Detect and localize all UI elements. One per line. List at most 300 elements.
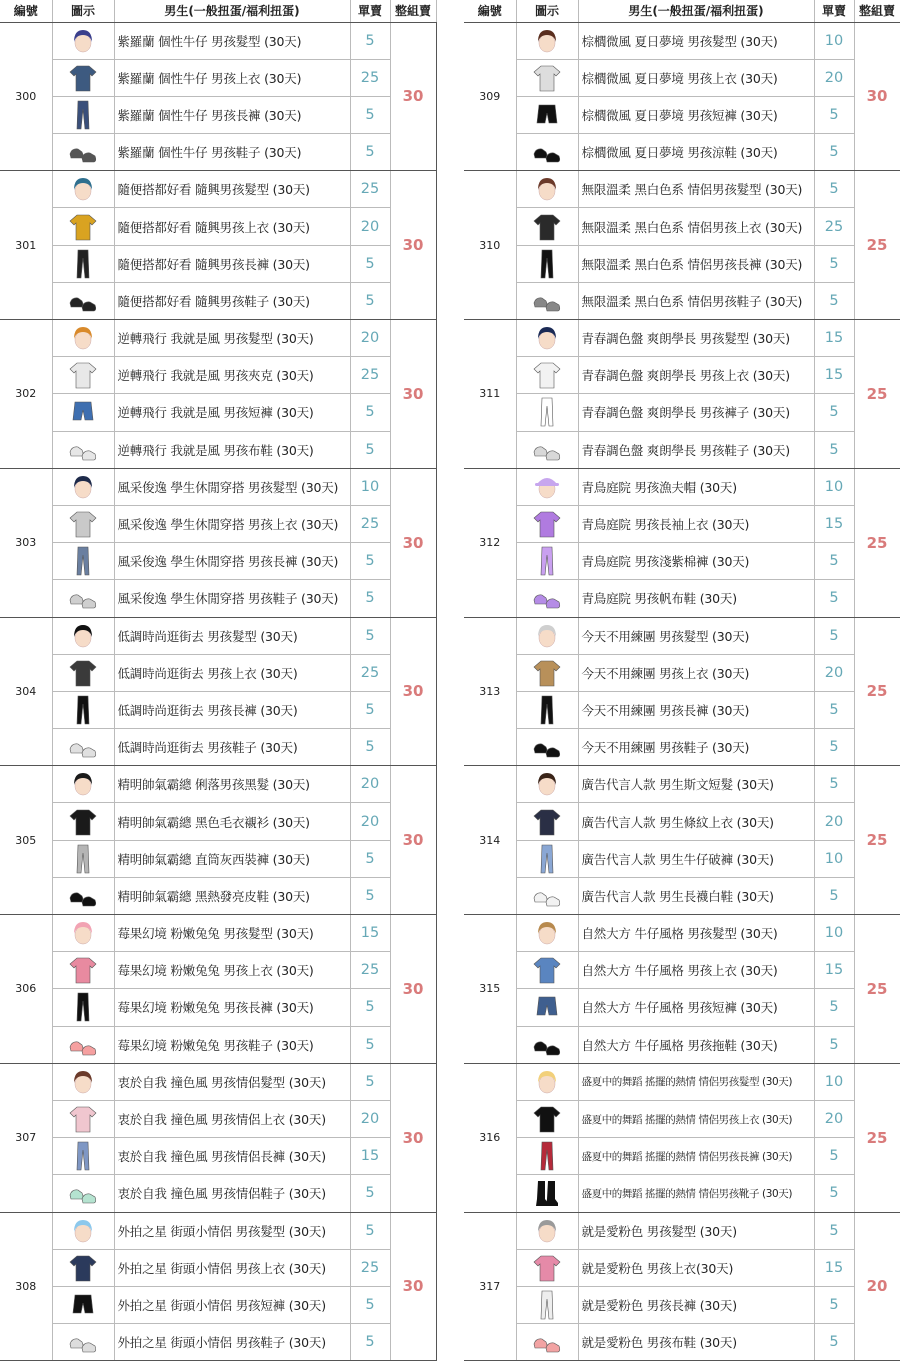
top-icon bbox=[68, 954, 98, 986]
header-item-name: 男生(一般扭蛋/福利扭蛋) bbox=[578, 0, 814, 22]
item-name: 逆轉飛行 我就是風 男孩短褲 (30天) bbox=[114, 394, 350, 431]
table-row bbox=[0, 245, 436, 282]
top-thumbnail bbox=[516, 357, 578, 394]
item-name: 青春調色盤 爽朗學長 男孩髮型 (30天) bbox=[578, 320, 814, 357]
item-name: 棕櫚微風 夏日夢境 男孩短褲 (30天) bbox=[578, 96, 814, 133]
shorts-thumbnail bbox=[52, 394, 114, 431]
hair-thumbnail bbox=[516, 1212, 578, 1249]
single-price: 20 bbox=[350, 766, 390, 803]
shoes-icon bbox=[532, 136, 562, 168]
table-row bbox=[464, 1286, 900, 1323]
single-price: 20 bbox=[814, 654, 854, 691]
top-thumbnail bbox=[516, 208, 578, 245]
single-price: 5 bbox=[350, 245, 390, 282]
item-name: 精明帥氣霸總 直筒灰西裝褲 (30天) bbox=[114, 840, 350, 877]
set-price: 25 bbox=[854, 320, 900, 469]
item-name: 無限溫柔 黑白色系 情侶男孩長褲 (30天) bbox=[578, 245, 814, 282]
item-name: 隨便搭都好看 隨興男孩上衣 (30天) bbox=[114, 208, 350, 245]
table-row bbox=[464, 96, 900, 133]
top-thumbnail bbox=[516, 1249, 578, 1286]
set-price: 30 bbox=[390, 617, 436, 766]
set-number: 314 bbox=[464, 766, 516, 915]
shoes-icon bbox=[532, 880, 562, 912]
single-price: 5 bbox=[814, 134, 854, 171]
boots-thumbnail bbox=[516, 1175, 578, 1212]
single-price: 5 bbox=[350, 691, 390, 728]
table-row bbox=[0, 96, 436, 133]
set-number: 311 bbox=[464, 320, 516, 469]
table-row bbox=[464, 208, 900, 245]
table-row bbox=[0, 171, 436, 208]
pants-icon bbox=[532, 396, 562, 428]
single-price: 5 bbox=[350, 1324, 390, 1361]
single-price: 5 bbox=[350, 543, 390, 580]
table-row bbox=[0, 134, 436, 171]
table-row bbox=[0, 431, 436, 468]
hair-thumbnail bbox=[52, 1212, 114, 1249]
top-thumbnail bbox=[516, 803, 578, 840]
pants-thumbnail bbox=[516, 1286, 578, 1323]
set-number: 304 bbox=[0, 617, 52, 766]
single-price: 5 bbox=[814, 431, 854, 468]
shoes-icon bbox=[532, 1326, 562, 1358]
single-price: 15 bbox=[814, 505, 854, 542]
right-table-panel bbox=[464, 0, 900, 1362]
item-name: 衷於自我 撞色風 男孩情侶鞋子 (30天) bbox=[114, 1175, 350, 1212]
shoes-thumbnail bbox=[52, 1175, 114, 1212]
single-price: 5 bbox=[350, 394, 390, 431]
table-row bbox=[464, 877, 900, 914]
shoes-icon bbox=[532, 434, 562, 466]
top-thumbnail bbox=[52, 952, 114, 989]
item-name: 今天不用練團 男孩上衣 (30天) bbox=[578, 654, 814, 691]
set-number: 307 bbox=[0, 1063, 52, 1212]
shorts-icon bbox=[68, 396, 98, 428]
shoes-icon bbox=[68, 1326, 98, 1358]
set-price: 25 bbox=[854, 915, 900, 1064]
shoes-thumbnail bbox=[52, 282, 114, 319]
table-row bbox=[0, 691, 436, 728]
shoes-icon bbox=[68, 1177, 98, 1209]
pants-thumbnail bbox=[52, 543, 114, 580]
table-row bbox=[0, 22, 436, 59]
table-row bbox=[0, 208, 436, 245]
table-row bbox=[0, 1286, 436, 1323]
single-price: 5 bbox=[814, 766, 854, 803]
single-price: 5 bbox=[350, 840, 390, 877]
table-row bbox=[0, 617, 436, 654]
single-price: 5 bbox=[814, 96, 854, 133]
single-price: 25 bbox=[814, 208, 854, 245]
item-name: 今天不用練團 男孩髮型 (30天) bbox=[578, 617, 814, 654]
single-price: 20 bbox=[814, 1100, 854, 1137]
top-thumbnail bbox=[52, 208, 114, 245]
item-name: 紫羅蘭 個性牛仔 男孩上衣 (30天) bbox=[114, 59, 350, 96]
table-row bbox=[464, 171, 900, 208]
single-price: 5 bbox=[350, 22, 390, 59]
hair-thumbnail bbox=[52, 22, 114, 59]
shoes-thumbnail bbox=[52, 877, 114, 914]
pants-icon bbox=[532, 545, 562, 577]
pants-icon bbox=[68, 843, 98, 875]
item-name: 低調時尚逛街去 男孩髮型 (30天) bbox=[114, 617, 350, 654]
top-thumbnail bbox=[52, 1249, 114, 1286]
item-name: 莓果幻境 粉嫩兔兔 男孩鞋子 (30天) bbox=[114, 1026, 350, 1063]
item-name: 棕櫚微風 夏日夢境 男孩涼鞋 (30天) bbox=[578, 134, 814, 171]
top-thumbnail bbox=[52, 505, 114, 542]
set-price: 30 bbox=[390, 766, 436, 915]
hair-icon bbox=[532, 917, 562, 949]
item-name: 無限溫柔 黑白色系 情侶男孩髮型 (30天) bbox=[578, 171, 814, 208]
table-row bbox=[464, 915, 900, 952]
shoes-thumbnail bbox=[52, 1324, 114, 1361]
table-row bbox=[464, 134, 900, 171]
item-name: 盛夏中的舞蹈 搖擺的熱情 情侶男孩髮型 (30天) bbox=[578, 1063, 814, 1100]
item-name: 棕櫚微風 夏日夢境 男孩髮型 (30天) bbox=[578, 22, 814, 59]
set-number: 300 bbox=[0, 22, 52, 171]
set-number: 317 bbox=[464, 1212, 516, 1361]
table-row bbox=[464, 505, 900, 542]
pants-thumbnail bbox=[52, 96, 114, 133]
single-price: 5 bbox=[350, 96, 390, 133]
item-name: 盛夏中的舞蹈 搖擺的熱情 情侶男孩上衣 (30天) bbox=[578, 1100, 814, 1137]
hair-icon bbox=[532, 173, 562, 205]
top-icon bbox=[532, 1252, 562, 1284]
table-row bbox=[464, 394, 900, 431]
item-name: 外拍之星 街頭小情侶 男孩鞋子 (30天) bbox=[114, 1324, 350, 1361]
pants-icon bbox=[68, 99, 98, 131]
shoes-icon bbox=[68, 434, 98, 466]
table-row bbox=[464, 766, 900, 803]
item-name: 逆轉飛行 我就是風 男孩布鞋 (30天) bbox=[114, 431, 350, 468]
single-price: 5 bbox=[350, 1175, 390, 1212]
single-price: 15 bbox=[350, 1138, 390, 1175]
set-price: 30 bbox=[390, 1212, 436, 1361]
item-name: 自然大方 牛仔風格 男孩拖鞋 (30天) bbox=[578, 1026, 814, 1063]
item-name: 棕櫚微風 夏日夢境 男孩上衣 (30天) bbox=[578, 59, 814, 96]
set-number: 315 bbox=[464, 915, 516, 1064]
single-price: 5 bbox=[814, 1324, 854, 1361]
table-row bbox=[0, 1063, 436, 1100]
table-row bbox=[464, 1175, 900, 1212]
set-number: 309 bbox=[464, 22, 516, 171]
item-name: 就是愛粉色 男孩布鞋 (30天) bbox=[578, 1324, 814, 1361]
pants-icon bbox=[68, 991, 98, 1023]
table-row bbox=[0, 59, 436, 96]
hair-icon bbox=[68, 1066, 98, 1098]
set-price: 25 bbox=[854, 766, 900, 915]
item-name: 無限溫柔 黑白色系 情侶男孩上衣 (30天) bbox=[578, 208, 814, 245]
table-row bbox=[0, 989, 436, 1026]
header-single-price: 單賣 bbox=[350, 0, 390, 22]
item-name: 低調時尚逛街去 男孩長褲 (30天) bbox=[114, 691, 350, 728]
hat-thumbnail bbox=[516, 468, 578, 505]
table-row bbox=[464, 431, 900, 468]
single-price: 5 bbox=[350, 877, 390, 914]
item-name: 青鳥庭院 男孩帆布鞋 (30天) bbox=[578, 580, 814, 617]
top-thumbnail bbox=[52, 803, 114, 840]
single-price: 10 bbox=[350, 468, 390, 505]
top-icon bbox=[532, 62, 562, 94]
hair-thumbnail bbox=[52, 617, 114, 654]
table-row bbox=[0, 766, 436, 803]
hair-icon bbox=[532, 25, 562, 57]
shoes-thumbnail bbox=[516, 580, 578, 617]
hair-thumbnail bbox=[516, 617, 578, 654]
set-number: 308 bbox=[0, 1212, 52, 1361]
shoes-thumbnail bbox=[516, 729, 578, 766]
set-number: 312 bbox=[464, 468, 516, 617]
price-table-right bbox=[464, 0, 900, 1361]
top-icon bbox=[532, 954, 562, 986]
single-price: 5 bbox=[350, 134, 390, 171]
single-price: 10 bbox=[814, 915, 854, 952]
table-row bbox=[0, 1249, 436, 1286]
pants-thumbnail bbox=[52, 989, 114, 1026]
item-name: 外拍之星 街頭小情侶 男孩短褲 (30天) bbox=[114, 1286, 350, 1323]
single-price: 10 bbox=[814, 22, 854, 59]
pants-thumbnail bbox=[52, 245, 114, 282]
single-price: 5 bbox=[350, 282, 390, 319]
item-name: 紫羅蘭 個性牛仔 男孩髮型 (30天) bbox=[114, 22, 350, 59]
item-name: 風采俊逸 學生休閒穿搭 男孩髮型 (30天) bbox=[114, 468, 350, 505]
top-icon bbox=[532, 657, 562, 689]
table-row bbox=[0, 1100, 436, 1137]
table-row bbox=[0, 877, 436, 914]
set-price: 30 bbox=[390, 22, 436, 171]
item-name: 莓果幻境 粉嫩兔兔 男孩長褲 (30天) bbox=[114, 989, 350, 1026]
set-price: 25 bbox=[854, 468, 900, 617]
hair-icon bbox=[68, 768, 98, 800]
table-row bbox=[464, 282, 900, 319]
single-price: 5 bbox=[350, 617, 390, 654]
header-set-price: 整組賣 bbox=[390, 0, 436, 22]
top-icon bbox=[68, 1252, 98, 1284]
single-price: 5 bbox=[350, 1063, 390, 1100]
single-price: 10 bbox=[814, 1063, 854, 1100]
shoes-thumbnail bbox=[52, 1026, 114, 1063]
top-icon bbox=[68, 62, 98, 94]
single-price: 5 bbox=[814, 1286, 854, 1323]
set-price: 30 bbox=[390, 320, 436, 469]
item-name: 青鳥庭院 男孩漁夫帽 (30天) bbox=[578, 468, 814, 505]
single-price: 25 bbox=[350, 1249, 390, 1286]
hair-thumbnail bbox=[52, 320, 114, 357]
single-price: 5 bbox=[814, 877, 854, 914]
single-price: 5 bbox=[350, 729, 390, 766]
item-name: 自然大方 牛仔風格 男孩上衣 (30天) bbox=[578, 952, 814, 989]
single-price: 5 bbox=[350, 1026, 390, 1063]
hair-thumbnail bbox=[52, 171, 114, 208]
shoes-icon bbox=[532, 285, 562, 317]
table-row bbox=[464, 803, 900, 840]
set-number: 302 bbox=[0, 320, 52, 469]
single-price: 5 bbox=[814, 1212, 854, 1249]
header-item-name: 男生(一般扭蛋/福利扭蛋) bbox=[114, 0, 350, 22]
item-name: 自然大方 牛仔風格 男孩髮型 (30天) bbox=[578, 915, 814, 952]
top-thumbnail bbox=[52, 1100, 114, 1137]
hair-icon bbox=[532, 1215, 562, 1247]
hair-icon bbox=[68, 25, 98, 57]
set-number: 303 bbox=[0, 468, 52, 617]
shoes-thumbnail bbox=[516, 431, 578, 468]
single-price: 5 bbox=[814, 691, 854, 728]
header-number: 編號 bbox=[0, 0, 52, 22]
single-price: 10 bbox=[814, 468, 854, 505]
hair-icon bbox=[68, 322, 98, 354]
shoes-icon bbox=[532, 1029, 562, 1061]
shoes-thumbnail bbox=[516, 134, 578, 171]
table-row bbox=[464, 1063, 900, 1100]
boots-icon bbox=[532, 1177, 562, 1209]
shoes-thumbnail bbox=[52, 431, 114, 468]
pants-thumbnail bbox=[52, 691, 114, 728]
table-row bbox=[464, 543, 900, 580]
table-row bbox=[0, 654, 436, 691]
set-number: 305 bbox=[0, 766, 52, 915]
pants-thumbnail bbox=[516, 840, 578, 877]
set-price: 25 bbox=[854, 171, 900, 320]
shorts-thumbnail bbox=[516, 989, 578, 1026]
top-icon bbox=[68, 806, 98, 838]
item-name: 莓果幻境 粉嫩兔兔 男孩上衣 (30天) bbox=[114, 952, 350, 989]
single-price: 5 bbox=[814, 245, 854, 282]
table-row bbox=[464, 1212, 900, 1249]
single-price: 5 bbox=[814, 171, 854, 208]
top-icon bbox=[68, 1103, 98, 1135]
table-row bbox=[0, 803, 436, 840]
single-price: 25 bbox=[350, 952, 390, 989]
item-name: 精明帥氣霸總 黑熱發亮皮鞋 (30天) bbox=[114, 877, 350, 914]
item-name: 精明帥氣霸總 黑色毛衣襯衫 (30天) bbox=[114, 803, 350, 840]
single-price: 25 bbox=[350, 505, 390, 542]
pants-icon bbox=[532, 1140, 562, 1172]
set-number: 301 bbox=[0, 171, 52, 320]
single-price: 5 bbox=[814, 543, 854, 580]
hair-thumbnail bbox=[516, 915, 578, 952]
table-row bbox=[0, 1138, 436, 1175]
table-row bbox=[464, 580, 900, 617]
hair-thumbnail bbox=[52, 1063, 114, 1100]
set-price: 30 bbox=[854, 22, 900, 171]
table-row bbox=[0, 394, 436, 431]
table-row bbox=[464, 1026, 900, 1063]
shoes-thumbnail bbox=[516, 1026, 578, 1063]
shoes-thumbnail bbox=[516, 282, 578, 319]
item-name: 隨便搭都好看 隨興男孩髮型 (30天) bbox=[114, 171, 350, 208]
pants-thumbnail bbox=[516, 691, 578, 728]
hair-icon bbox=[532, 322, 562, 354]
single-price: 5 bbox=[814, 1138, 854, 1175]
single-price: 20 bbox=[350, 208, 390, 245]
pants-thumbnail bbox=[52, 840, 114, 877]
item-name: 盛夏中的舞蹈 搖擺的熱情 情侶男孩靴子 (30天) bbox=[578, 1175, 814, 1212]
top-thumbnail bbox=[52, 654, 114, 691]
shoes-icon bbox=[68, 285, 98, 317]
item-name: 青春調色盤 爽朗學長 男孩上衣 (30天) bbox=[578, 357, 814, 394]
hair-thumbnail bbox=[52, 915, 114, 952]
pants-icon bbox=[532, 843, 562, 875]
header-row bbox=[0, 0, 436, 22]
shoes-thumbnail bbox=[516, 1324, 578, 1361]
item-name: 衷於自我 撞色風 男孩情侶上衣 (30天) bbox=[114, 1100, 350, 1137]
top-icon bbox=[532, 508, 562, 540]
top-thumbnail bbox=[516, 654, 578, 691]
item-name: 青春調色盤 爽朗學長 男孩褲子 (30天) bbox=[578, 394, 814, 431]
shoes-icon bbox=[68, 1029, 98, 1061]
item-name: 青鳥庭院 男孩淺紫棉褲 (30天) bbox=[578, 543, 814, 580]
top-icon bbox=[532, 359, 562, 391]
table-row bbox=[0, 468, 436, 505]
item-name: 衷於自我 撞色風 男孩情侶髮型 (30天) bbox=[114, 1063, 350, 1100]
pants-thumbnail bbox=[516, 543, 578, 580]
shoes-thumbnail bbox=[52, 134, 114, 171]
hair-thumbnail bbox=[516, 171, 578, 208]
table-row bbox=[464, 840, 900, 877]
shorts-icon bbox=[68, 1289, 98, 1321]
top-thumbnail bbox=[52, 59, 114, 96]
shoes-thumbnail bbox=[516, 877, 578, 914]
single-price: 20 bbox=[350, 803, 390, 840]
top-thumbnail bbox=[516, 59, 578, 96]
item-name: 無限溫柔 黑白色系 情侶男孩鞋子 (30天) bbox=[578, 282, 814, 319]
table-row bbox=[464, 729, 900, 766]
set-price: 30 bbox=[390, 915, 436, 1064]
pants-thumbnail bbox=[52, 1138, 114, 1175]
set-number: 316 bbox=[464, 1063, 516, 1212]
shoes-icon bbox=[68, 582, 98, 614]
table-row bbox=[464, 320, 900, 357]
table-row bbox=[464, 357, 900, 394]
item-name: 風采俊逸 學生休閒穿搭 男孩長褲 (30天) bbox=[114, 543, 350, 580]
single-price: 5 bbox=[814, 1175, 854, 1212]
shoes-icon bbox=[532, 582, 562, 614]
single-price: 15 bbox=[350, 915, 390, 952]
item-name: 外拍之星 街頭小情侶 男孩髮型 (30天) bbox=[114, 1212, 350, 1249]
item-name: 風采俊逸 學生休閒穿搭 男孩鞋子 (30天) bbox=[114, 580, 350, 617]
hair-thumbnail bbox=[52, 468, 114, 505]
item-name: 外拍之星 街頭小情侶 男孩上衣 (30天) bbox=[114, 1249, 350, 1286]
set-price: 25 bbox=[854, 617, 900, 766]
pants-thumbnail bbox=[516, 394, 578, 431]
single-price: 5 bbox=[814, 580, 854, 617]
single-price: 15 bbox=[814, 1249, 854, 1286]
pants-icon bbox=[68, 545, 98, 577]
item-name: 精明帥氣霸總 俐落男孩黑髮 (30天) bbox=[114, 766, 350, 803]
item-name: 廣告代言人款 男生牛仔破褲 (30天) bbox=[578, 840, 814, 877]
single-price: 25 bbox=[350, 171, 390, 208]
single-price: 25 bbox=[350, 654, 390, 691]
hair-icon bbox=[68, 1215, 98, 1247]
shoes-thumbnail bbox=[52, 729, 114, 766]
item-name: 隨便搭都好看 隨興男孩長褲 (30天) bbox=[114, 245, 350, 282]
hair-icon bbox=[68, 173, 98, 205]
table-row bbox=[0, 320, 436, 357]
single-price: 15 bbox=[814, 320, 854, 357]
single-price: 15 bbox=[814, 952, 854, 989]
shorts-icon bbox=[532, 991, 562, 1023]
set-price: 20 bbox=[854, 1212, 900, 1361]
top-icon bbox=[68, 359, 98, 391]
top-thumbnail bbox=[52, 357, 114, 394]
pants-icon bbox=[532, 694, 562, 726]
hair-thumbnail bbox=[516, 1063, 578, 1100]
single-price: 20 bbox=[814, 59, 854, 96]
table-row bbox=[464, 468, 900, 505]
hat-icon bbox=[532, 471, 562, 503]
table-row bbox=[464, 245, 900, 282]
pants-icon bbox=[68, 248, 98, 280]
